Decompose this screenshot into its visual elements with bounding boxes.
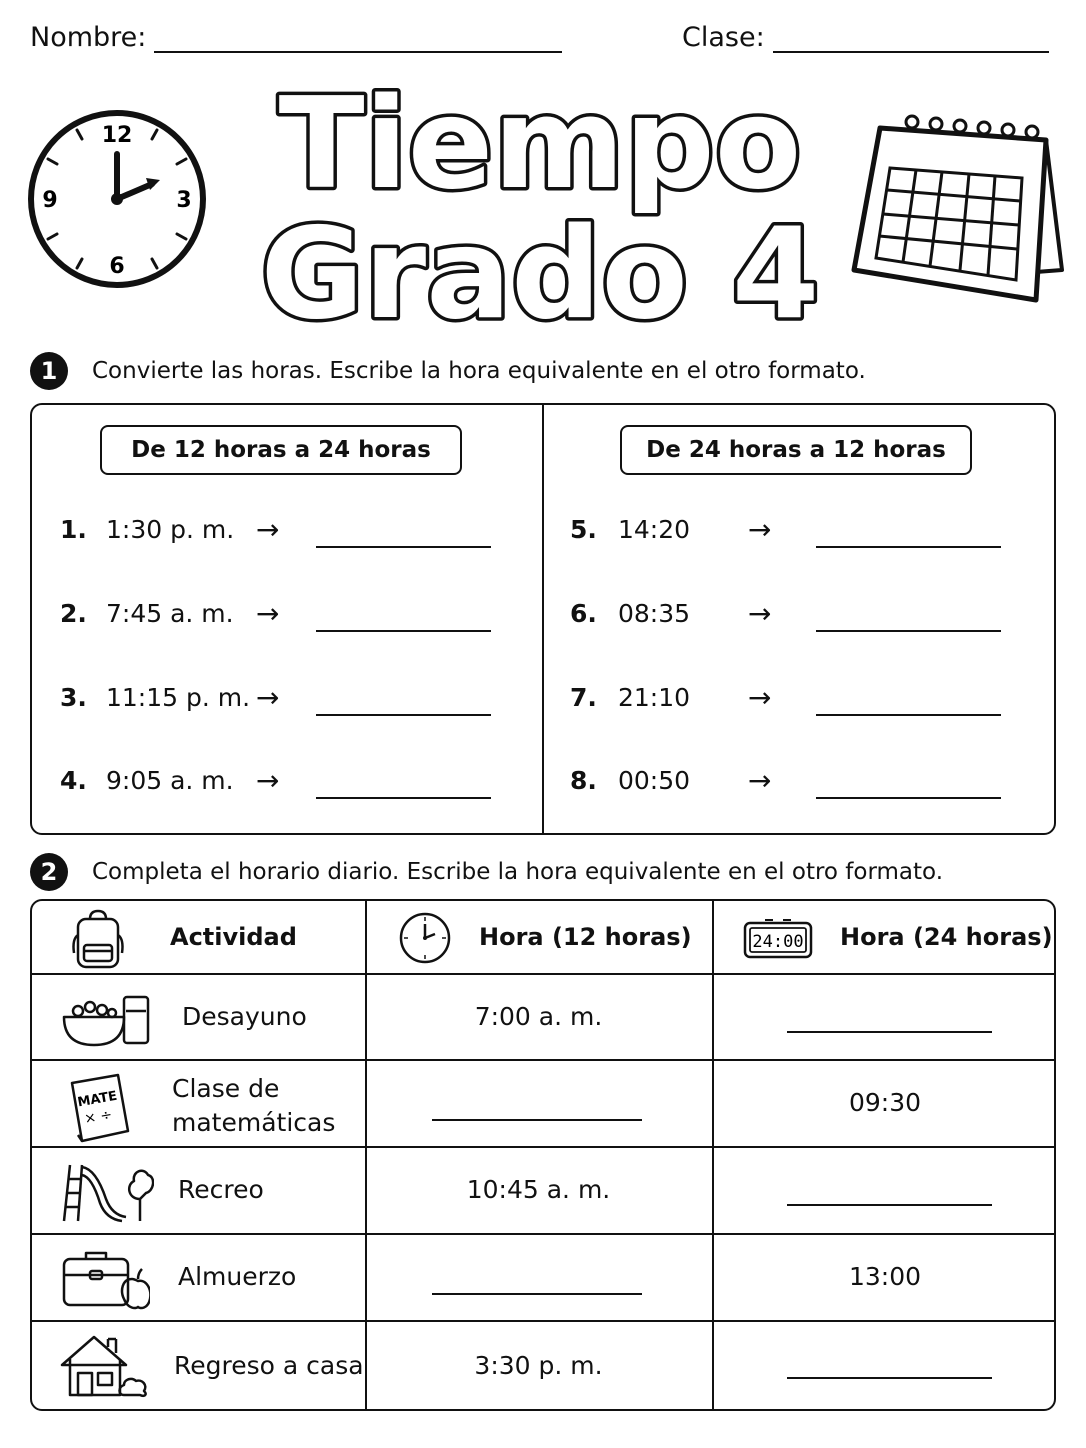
section-1-number: 1 bbox=[30, 352, 68, 390]
recess-time-24h-blank[interactable] bbox=[787, 1204, 992, 1206]
conversion-item-5 bbox=[570, 509, 1001, 549]
answer-blank-1[interactable] bbox=[316, 522, 491, 548]
title-line-2: Grado 4 bbox=[260, 200, 820, 332]
math-time-24h: 09:30 bbox=[848, 1088, 922, 1117]
section-1-instruction: Convierte las horas. Escribe la hora equivalente en el otro formato. bbox=[92, 358, 866, 384]
conversion-item-4 bbox=[60, 760, 491, 800]
item-time: 08:35 bbox=[618, 598, 691, 628]
left-column-heading: De 12 horas a 24 horas bbox=[100, 425, 462, 475]
arrow-right-icon: → bbox=[748, 512, 772, 546]
answer-blank-5[interactable] bbox=[816, 522, 1001, 548]
breakfast-time-12h: 7:00 a. m. bbox=[474, 1001, 603, 1031]
conversion-item-3 bbox=[60, 677, 491, 717]
title-line-1: Tiempo bbox=[278, 70, 802, 217]
calendar-icon bbox=[850, 108, 1070, 308]
item-time: 11:15 p. m. bbox=[106, 682, 251, 712]
section-1-heading bbox=[30, 352, 866, 390]
lunch-time-12h-blank[interactable] bbox=[432, 1293, 642, 1295]
clock-icon bbox=[398, 911, 452, 965]
house-icon bbox=[60, 1333, 150, 1399]
activity-math-line-2: matemáticas bbox=[172, 1107, 336, 1137]
breakfast-bowl-icon bbox=[60, 991, 152, 1049]
digital-clock-icon bbox=[743, 919, 813, 959]
arrow-right-icon: → bbox=[256, 512, 280, 546]
digital-clock-readout: 24:00 bbox=[752, 932, 804, 952]
lunchbox-icon bbox=[60, 1249, 150, 1311]
title bbox=[250, 62, 830, 332]
item-number: 2. bbox=[60, 598, 87, 628]
conversion-item-1 bbox=[60, 509, 491, 549]
lunch-time-24h: 13:00 bbox=[848, 1262, 922, 1291]
activity-breakfast: Desayuno bbox=[182, 1001, 307, 1031]
math-time-12h-blank[interactable] bbox=[432, 1119, 642, 1121]
item-time: 7:45 a. m. bbox=[106, 598, 234, 628]
item-number: 3. bbox=[60, 682, 87, 712]
arrow-right-icon: → bbox=[748, 680, 772, 714]
schedule-table bbox=[30, 899, 1056, 1411]
item-number: 8. bbox=[570, 765, 597, 795]
section-2-number: 2 bbox=[30, 853, 68, 891]
math-book-icon bbox=[66, 1073, 132, 1145]
name-label: Nombre: bbox=[30, 22, 147, 53]
clock-number-6: 6 bbox=[109, 254, 125, 279]
activity-math-line-1: Clase de bbox=[172, 1073, 280, 1103]
conversion-box bbox=[30, 403, 1056, 835]
answer-blank-8[interactable] bbox=[816, 773, 1001, 799]
clock-number-9: 9 bbox=[42, 188, 58, 213]
backpack-icon bbox=[70, 909, 126, 969]
activity-lunch: Almuerzo bbox=[178, 1262, 297, 1291]
item-number: 1. bbox=[60, 514, 87, 544]
item-number: 6. bbox=[570, 598, 597, 628]
conversion-item-6 bbox=[570, 593, 1001, 633]
answer-blank-7[interactable] bbox=[816, 690, 1001, 716]
item-number: 4. bbox=[60, 765, 87, 795]
item-time: 00:50 bbox=[618, 765, 691, 795]
section-2-heading bbox=[30, 853, 943, 891]
item-time: 14:20 bbox=[618, 514, 691, 544]
conversion-item-8 bbox=[570, 760, 1001, 800]
class-label: Clase: bbox=[682, 22, 765, 53]
recess-time-12h: 10:45 a. m. bbox=[466, 1175, 611, 1204]
arrow-right-icon: → bbox=[256, 763, 280, 797]
conversion-item-2 bbox=[60, 593, 491, 633]
class-line[interactable] bbox=[773, 27, 1049, 53]
arrow-right-icon: → bbox=[748, 763, 772, 797]
activity-return-home: Regreso a casa bbox=[174, 1350, 364, 1380]
arrow-right-icon: → bbox=[256, 680, 280, 714]
item-number: 7. bbox=[570, 682, 597, 712]
answer-blank-6[interactable] bbox=[816, 606, 1001, 632]
answer-blank-4[interactable] bbox=[316, 773, 491, 799]
header-24-hours: Hora (24 horas) bbox=[840, 923, 1053, 951]
item-time: 9:05 a. m. bbox=[106, 765, 234, 795]
arrow-right-icon: → bbox=[256, 596, 280, 630]
item-time: 1:30 p. m. bbox=[106, 514, 235, 544]
conversion-item-7 bbox=[570, 677, 1001, 717]
activity-recess: Recreo bbox=[178, 1175, 264, 1204]
return-home-time-24h-blank[interactable] bbox=[787, 1377, 992, 1379]
answer-blank-3[interactable] bbox=[316, 690, 491, 716]
item-time: 21:10 bbox=[618, 682, 691, 712]
conversion-divider bbox=[542, 405, 544, 833]
section-2-instruction: Completa el horario diario. Escribe la hora equivalente en el otro formato. bbox=[92, 859, 944, 885]
clock-number-3: 3 bbox=[176, 188, 192, 213]
answer-blank-2[interactable] bbox=[316, 606, 491, 632]
breakfast-time-24h-blank[interactable] bbox=[787, 1031, 992, 1033]
item-number: 5. bbox=[570, 514, 597, 544]
playground-slide-icon bbox=[60, 1159, 154, 1223]
book-operators: × ÷ bbox=[83, 1106, 114, 1128]
arrow-right-icon: → bbox=[748, 596, 772, 630]
clock-icon bbox=[26, 108, 208, 290]
book-label: MATE bbox=[76, 1088, 119, 1111]
header-activity: Actividad bbox=[170, 923, 297, 951]
right-column-heading: De 24 horas a 12 horas bbox=[620, 425, 972, 475]
class-field[interactable] bbox=[682, 22, 1049, 53]
name-field[interactable] bbox=[30, 22, 562, 53]
clock-number-12: 12 bbox=[101, 123, 133, 148]
return-home-time-12h: 3:30 p. m. bbox=[474, 1350, 603, 1380]
name-line[interactable] bbox=[154, 27, 562, 53]
header-12-hours: Hora (12 horas) bbox=[479, 923, 692, 951]
